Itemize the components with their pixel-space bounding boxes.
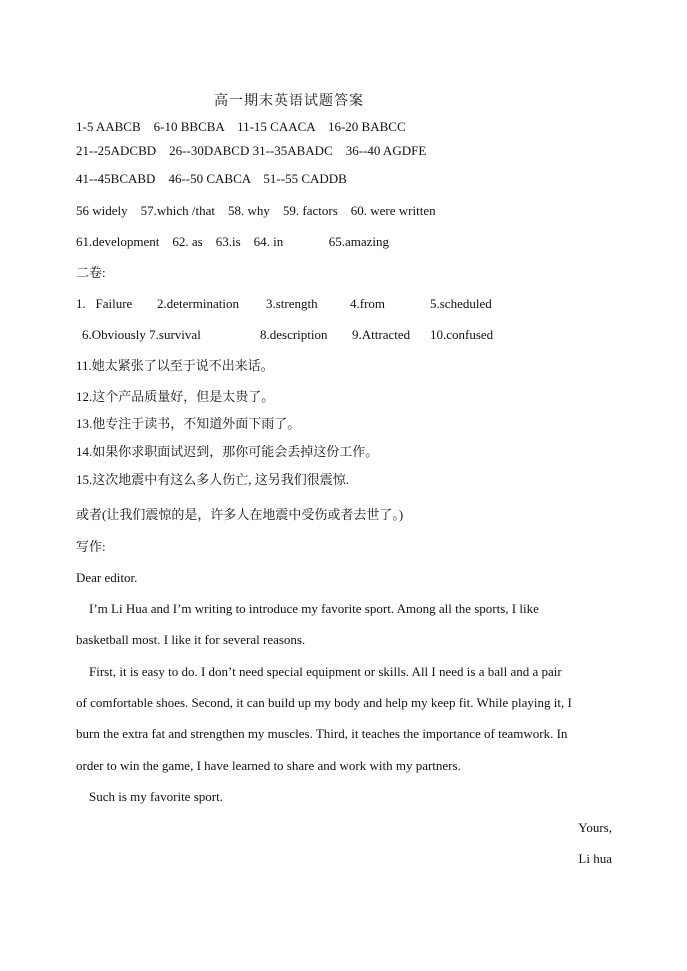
letter-line: burn the extra fat and strengthen my muscles. Third, it teaches the importance of teamwork. In <box>76 726 568 741</box>
letter-signature: Li hua <box>578 851 612 866</box>
letter-line: basketball most. I like it for several reasons. <box>76 632 306 647</box>
part2-answer: 3.strength <box>266 296 318 311</box>
translation-line: 12.这个产品质量好，但是太贵了。 <box>76 389 275 404</box>
translation-line: 15.这次地震中有这么多人伤亡, 这另我们很震惊. <box>76 472 350 487</box>
answer-line: 41--45BCABD 46--50 CABCA 51--55 CADDB <box>76 171 347 186</box>
answer-line: 1-5 AABCB 6-10 BBCBA 11-15 CAACA 16-20 BABCC <box>76 119 406 134</box>
document-title: 高一期末英语试题答案 <box>214 94 364 109</box>
part2-answer: 5.scheduled <box>430 296 492 311</box>
part2-answer: 6.Obviously 7.survival <box>82 327 201 342</box>
part2-answer: 10.confused <box>430 327 494 342</box>
part2-answer: 9.Attracted <box>352 327 411 342</box>
translation-line: 13.他专注于读书，不知道外面下雨了。 <box>76 416 301 431</box>
translation-line: 14.如果你求职面试迟到，那你可能会丢掉这份工作。 <box>76 444 379 459</box>
letter-salutation: Dear editor. <box>76 570 138 585</box>
letter-line: of comfortable shoes. Second, it can build up my body and help my keep fit. While playing it, I <box>76 695 572 710</box>
part2-answer: 1. Failure <box>76 296 133 311</box>
part2-answer: 4.from <box>350 296 386 311</box>
translation-line: 或者(让我们震惊的是，许多人在地震中受伤或者去世了。) <box>76 507 404 522</box>
translation-line: 11.她太紧张了以至于说不出来话。 <box>76 358 274 373</box>
part2-answer: 2.determination <box>157 296 239 311</box>
part2-heading: 二卷: <box>76 265 106 280</box>
answer-line: 56 widely 57.which /that 58. why 59. factors 60. were written <box>76 203 436 218</box>
part2-answer: 8.description <box>260 327 328 342</box>
letter-line: order to win the game, I have learned to share and work with my partners. <box>76 758 461 773</box>
letter-closing: Yours, <box>578 820 612 835</box>
answer-line: 21--25ADCBD 26--30DABCD 31--35ABADC 36--40 AGDFE <box>76 143 427 158</box>
letter-line: I’m Li Hua and I’m writing to introduce my favorite sport. Among all the sports, I like <box>76 601 539 616</box>
letter-line: Such is my favorite sport. <box>76 789 223 804</box>
letter-line: First, it is easy to do. I don’t need special equipment or skills. All I need is a ball and a pair <box>76 664 562 679</box>
answer-line: 61.development 62. as 63.is 64. in 65.amazing <box>76 234 390 249</box>
writing-heading: 写作: <box>76 539 106 554</box>
